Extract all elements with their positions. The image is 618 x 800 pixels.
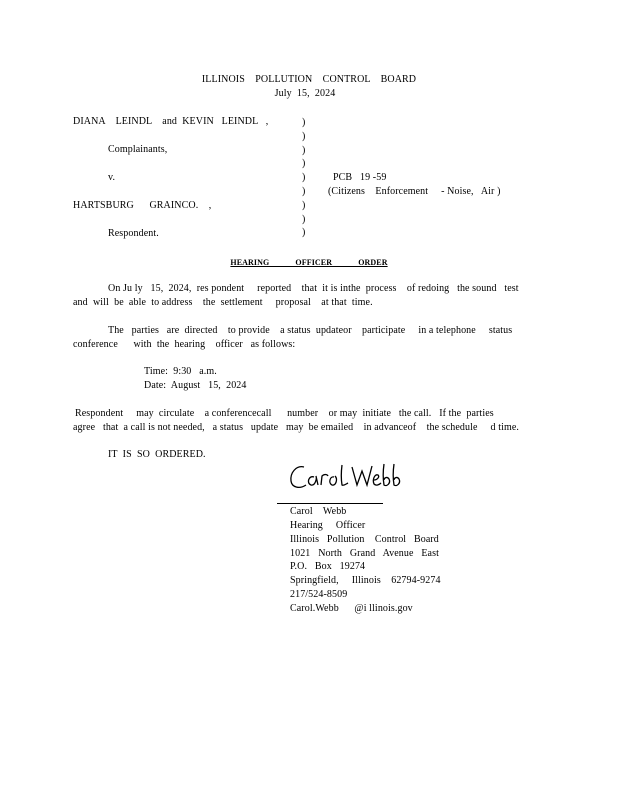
handwritten-signature <box>288 461 412 495</box>
signature-line <box>277 503 383 504</box>
versus: v. <box>108 172 116 183</box>
paragraph-3-line-2: agree that a call is not needed, a status update may be emailed in advanceof the schedule d time. <box>73 422 519 433</box>
board-name: ILLINOIS POLLUTION CONTROL BOARD <box>201 74 417 85</box>
paragraph-2-line-1: The parties are directed to provide a status updateor participate in a telephone status <box>108 325 513 336</box>
signer-phone: 217/524-8509 <box>290 589 348 600</box>
signer-name: Carol Webb <box>290 506 347 517</box>
respondent-name: HARTSBURG GRAINCO. , <box>73 200 212 211</box>
order-date: July 15, 2024 <box>274 88 336 99</box>
complainants-label: Complainants, <box>108 144 168 155</box>
hearing-date: Date: August 15, 2024 <box>144 380 247 391</box>
paragraph-1-line-2: and will be able to address the settlement proposal at that time. <box>73 297 373 308</box>
respondent-label: Respondent. <box>108 228 159 239</box>
signer-title: Hearing Officer <box>290 520 366 531</box>
signer-street: 1021 North Grand Avenue East <box>290 548 439 559</box>
signer-email: Carol.Webb @i llinois.gov <box>290 603 413 614</box>
case-number: PCB 19 -59 <box>333 172 387 183</box>
complainants-names: DIANA LEINDL and KEVIN LEINDL , <box>73 116 269 127</box>
paragraph-3-line-1: Respondent may circulate a conferencecall number or may initiate the call. If the parties <box>75 408 494 419</box>
so-ordered: IT IS SO ORDERED. <box>108 449 206 460</box>
signer-po-box: P.O. Box 19274 <box>290 561 366 572</box>
order-title: HEARING OFFICER ORDER <box>230 258 388 267</box>
paragraph-1-line-1: On Ju ly 15, 2024, res pondent reported that it is inthe process of redoing the sound test <box>108 283 519 294</box>
signer-city: Springfield, Illinois 62794-9274 <box>290 575 441 586</box>
signer-org: Illinois Pollution Control Board <box>290 534 439 545</box>
case-type: (Citizens Enforcement - Noise, Air ) <box>328 186 501 197</box>
caption-parentheses: ) ) ) ) ) ) ) ) ) <box>302 117 306 239</box>
hearing-time: Time: 9:30 a.m. <box>144 366 217 377</box>
paragraph-2-line-2: conference with the hearing officer as follows: <box>73 339 296 350</box>
